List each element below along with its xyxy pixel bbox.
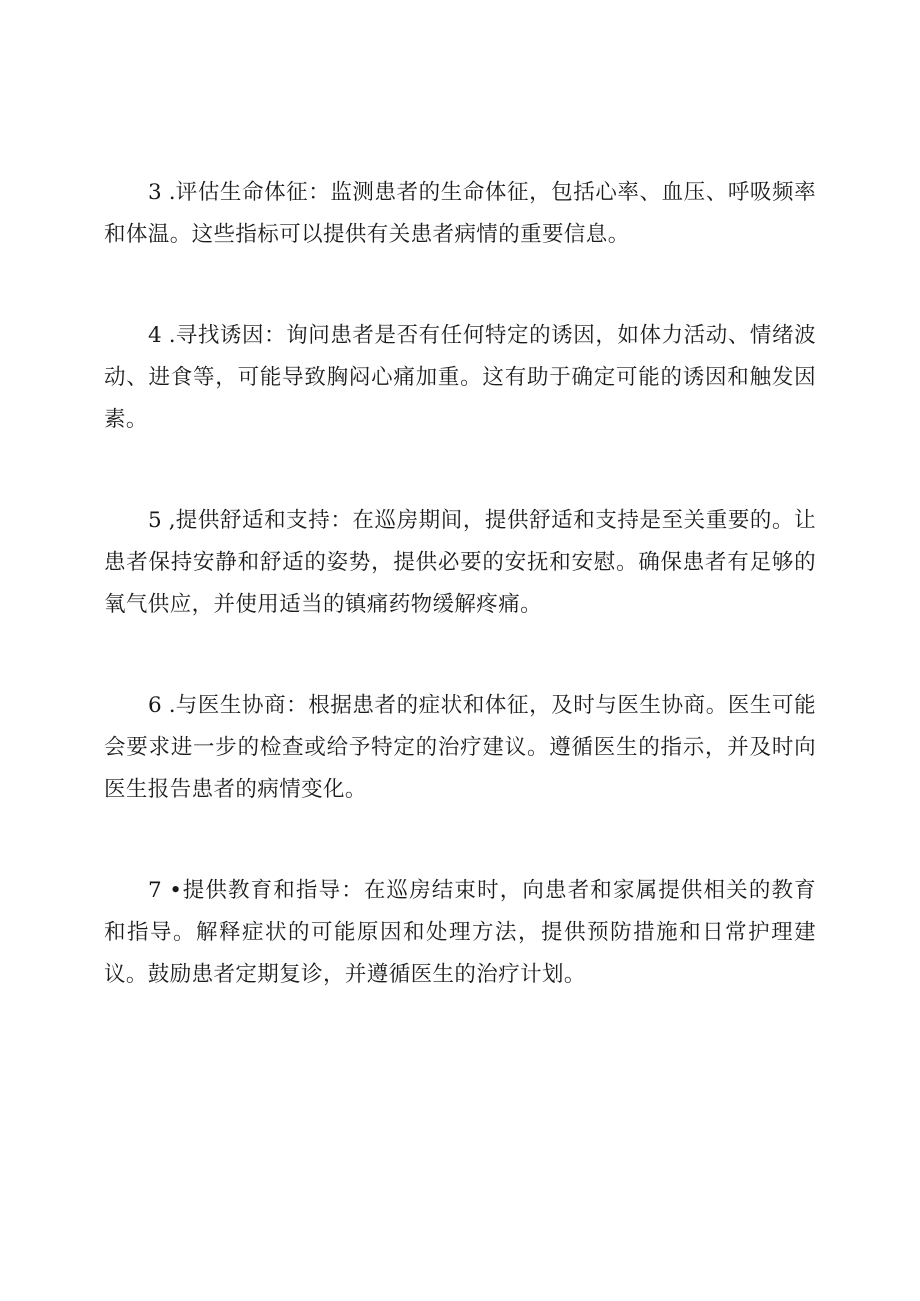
paragraph-text: 与医生协商：根据患者的症状和体征，及时与医生协商。医生可能会要求进一步的检查或给予特定的治疗建议。遵循医生的指示，并及时向医生报告患者的病情变化。 xyxy=(104,693,816,802)
paragraph-number: 4 . xyxy=(148,323,176,348)
paragraph-item-4 xyxy=(104,315,816,441)
paragraph-number: 5 , xyxy=(148,508,176,533)
paragraph-number: 3 . xyxy=(148,180,176,205)
paragraph-item-7 xyxy=(104,870,816,996)
paragraph-number: 7 • xyxy=(148,878,182,903)
paragraph-item-5 xyxy=(104,500,816,626)
paragraph-text: 提供教育和指导：在巡房结束时，向患者和家属提供相关的教育和指导。解释症状的可能原因和处理方法，提供预防措施和日常护理建议。鼓励患者定期复诊，并遵循医生的治疗计划。 xyxy=(104,878,817,987)
paragraph-item-6 xyxy=(104,685,816,811)
paragraph-text: 寻找诱因：询问患者是否有任何特定的诱因，如体力活动、情绪波动、进食等，可能导致胸闷心痛加重。这有助于确定可能的诱因和触发因素。 xyxy=(104,323,816,432)
document-body xyxy=(104,172,816,1055)
paragraph-number: 6 . xyxy=(148,693,176,718)
paragraph-text: 评估生命体征：监测患者的生命体征，包括心率、血压、呼吸频率和体温。这些指标可以提供有关患者病情的重要信息。 xyxy=(104,180,816,247)
paragraph-text: 提供舒适和支持：在巡房期间，提供舒适和支持是至关重要的。让患者保持安静和舒适的姿势，提供必要的安抚和安慰。确保患者有足够的氧气供应，并使用适当的镇痛药物缓解疼痛。 xyxy=(104,508,816,617)
paragraph-item-3 xyxy=(104,172,816,256)
